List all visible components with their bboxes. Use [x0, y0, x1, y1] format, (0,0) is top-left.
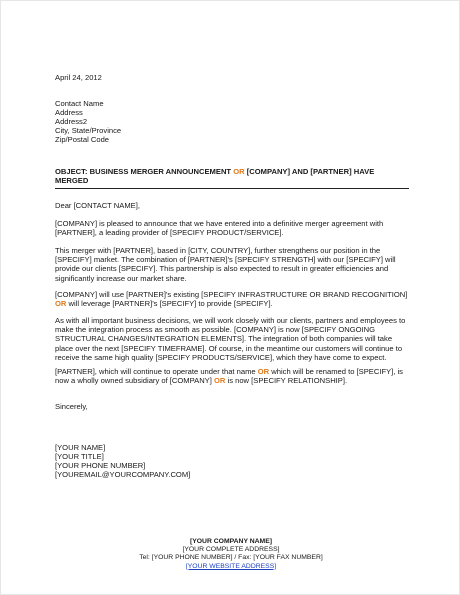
recipient-address2: Address2 [55, 117, 88, 126]
paragraph-line: This merger with [PARTNER], based in [CITY, COUNTRY], further strengthens our position in the [55, 246, 381, 255]
paragraph-2 [55, 246, 415, 283]
paragraph-text: which will be renamed to [SPECIFY], is [271, 367, 403, 376]
paragraph-line: [SPECIFY] market. The combination of [PARTNER]'s [SPECIFY STRENGTH] with our [SPECIFY] will [55, 255, 396, 265]
signature-title: [YOUR TITLE] [55, 452, 104, 461]
paragraph-line: [COMPANY] will use [PARTNER]'s existing [SPECIFY INFRASTRUCTURE OR BRAND RECOGNITION] [55, 290, 408, 299]
paragraph-line: provide our clients [SPECIFY]. This partnership is also expected to result in greater efficiencies and [55, 264, 389, 274]
paragraph-line: [COMPANY] is pleased to announce that we have entered into a definitive merger agreement with [55, 219, 384, 228]
paragraph-or: OR [214, 376, 226, 386]
paragraph-line: significantly increase our market share. [55, 273, 187, 283]
paragraph-line: [PARTNER], a leading provider of [SPECIFY PRODUCT/SERVICE]. [55, 228, 284, 238]
footer-address: [YOUR COMPLETE ADDRESS] [182, 546, 280, 554]
recipient-address: Address [55, 108, 83, 117]
paragraph-or: OR [55, 299, 67, 309]
paragraph-line: As with all important business decisions, we will work closely with our clients, partners and employees to [55, 316, 406, 325]
paragraph-4 [55, 316, 415, 362]
signature-email: [YOUREMAIL@YOURCOMPANY.COM] [55, 470, 191, 479]
closing: Sincerely, [55, 402, 88, 411]
letter-date: April 24, 2012 [55, 73, 102, 82]
paragraph-line: make the integration process as smooth as possible. [COMPANY] is now [SPECIFY ONGOING [55, 325, 376, 335]
subject-divider [55, 188, 409, 189]
footer-company: [YOUR COMPANY NAME] [189, 538, 273, 545]
subject-line [55, 167, 374, 185]
subject-text-b: [COMPANY] AND [PARTNER] HAVE [246, 167, 375, 176]
recipient-city-state: City, State/Province [55, 126, 122, 135]
subject-text-a: OBJECT: BUSINESS MERGER ANNOUNCEMENT [55, 167, 232, 176]
signature-name: [YOUR NAME] [55, 443, 106, 452]
subject-text-line2: MERGED [55, 176, 89, 186]
letter-footer [1, 538, 460, 571]
paragraph-text: is now [SPECIFY RELATIONSHIP]. [227, 376, 348, 386]
footer-phone-fax: Tel: [YOUR PHONE NUMBER] / Fax: [YOUR FAX NUMBER] [139, 554, 323, 562]
salutation: Dear [CONTACT NAME], [55, 201, 140, 210]
paragraph-or: OR [257, 367, 270, 376]
paragraph-text: now a wholly owned subsidiary of [COMPANY] [55, 376, 212, 386]
subject-or: OR [233, 167, 245, 176]
paragraph-text: will leverage [PARTNER]'s [SPECIFY] to provide [SPECIFY]. [68, 299, 273, 309]
recipient-zip: Zip/Postal Code [55, 135, 110, 144]
paragraph-text: [PARTNER], which will continue to operate under that name [55, 367, 256, 376]
paragraph-3 [55, 290, 415, 308]
paragraph-line: receive the same high quality [SPECIFY PRODUCTS/SERVICE], which they have come to expect. [55, 352, 387, 362]
recipient-name: Contact Name [55, 99, 104, 108]
signature-phone: [YOUR PHONE NUMBER] [55, 461, 146, 470]
paragraph-5 [55, 367, 415, 385]
paragraph-line: place over the next [SPECIFY TIMEFRAME]. Of course, in the meantime our customers will continue to [55, 343, 403, 353]
footer-website-link[interactable]: [YOUR WEBSITE ADDRESS] [185, 562, 277, 570]
paragraph-line: STRUCTURAL CHANGES/INTEGRATION ELEMENTS]. The integration of both companies will take [55, 334, 393, 344]
paragraph-1 [55, 219, 415, 237]
